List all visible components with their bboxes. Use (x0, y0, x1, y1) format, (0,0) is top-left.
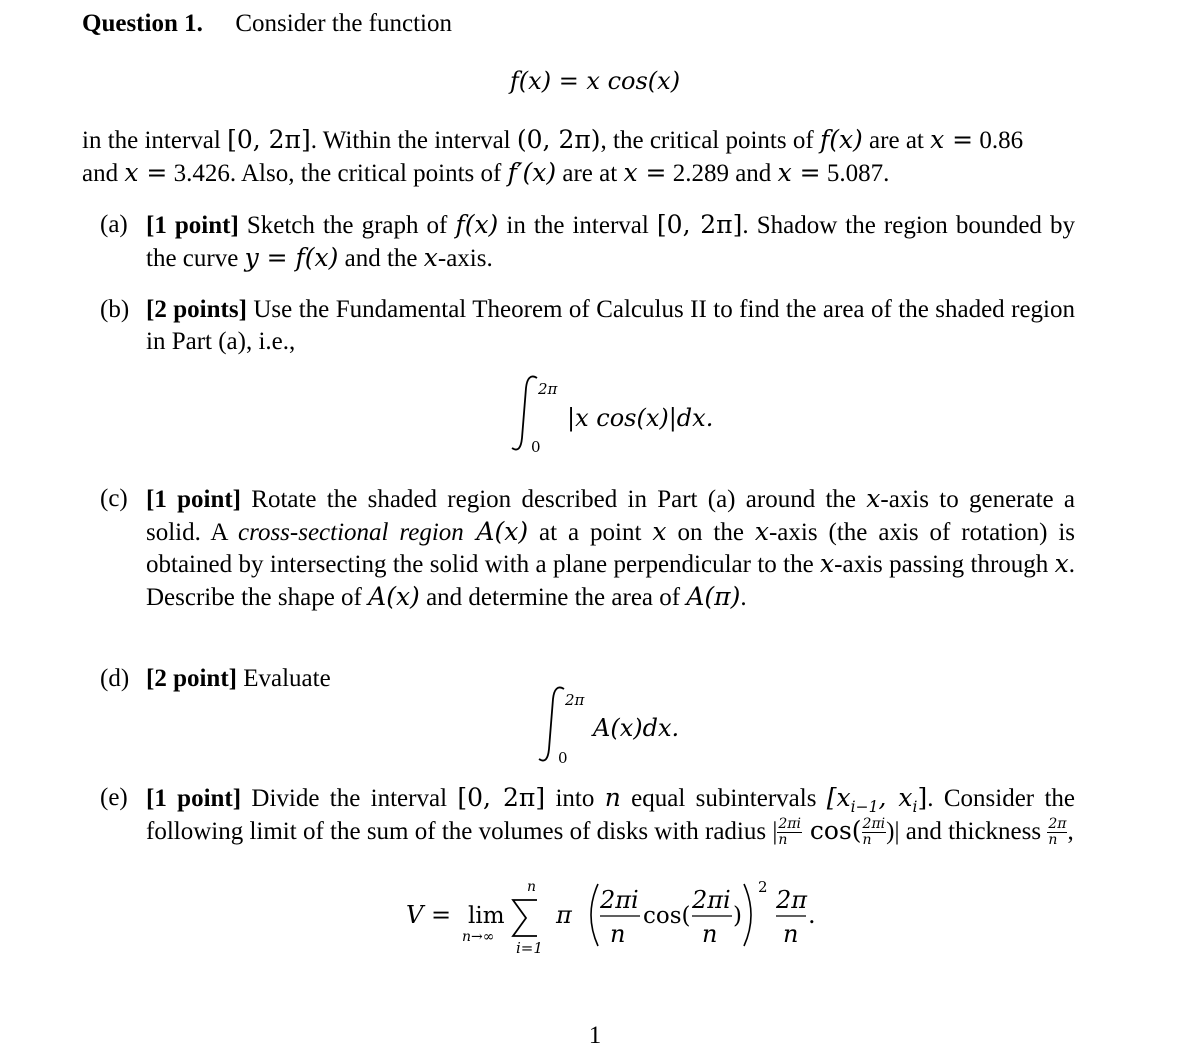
part-e (100, 782, 1075, 848)
limit-subscript: n→∞ (462, 929, 495, 945)
cos-function: cos( (643, 903, 691, 929)
intro-paragraph (82, 124, 1075, 189)
text: . Consider the following limit of the sum of the volumes of disks with radius | (146, 785, 1076, 845)
text: on the (666, 518, 755, 546)
fraction-numerator: 2πi (862, 816, 886, 833)
text: )| and thickness (886, 817, 1048, 845)
text: Rotate the shaded region described in Part (a) around the (241, 486, 867, 513)
critical-value: 0.86 (979, 127, 1024, 154)
part-b (100, 294, 1075, 357)
question-header (82, 8, 1075, 40)
text: in the interval (82, 127, 228, 154)
text: . Within the interval (310, 127, 517, 154)
math-x-eq: x = (623, 157, 667, 187)
math-x: x (1054, 549, 1069, 578)
integral-upper-limit: 2π (538, 380, 558, 398)
math-interval: [0, 2π] (457, 783, 546, 812)
text: and (82, 159, 125, 187)
points-badge: [1 point] (146, 785, 242, 812)
critical-value: 5.087 (826, 159, 884, 187)
fraction-numerator: 2π (776, 886, 808, 914)
text: Use the Fundamental Theorem of Calculus II to find the area of the shaded region in Part (a), i.e., (146, 296, 1075, 355)
text: ] (917, 783, 928, 812)
math-Ax: A(x) (368, 581, 420, 611)
text: . (740, 583, 747, 611)
radius-fraction (862, 817, 887, 848)
left-paren (591, 884, 598, 946)
points-badge: [2 point] (146, 665, 237, 692)
part-label: (a) (100, 211, 128, 238)
text: are at (862, 127, 931, 154)
math-x-eq: x = (124, 157, 168, 187)
part-label: (e) (100, 784, 128, 811)
part-label: (b) (100, 296, 130, 323)
text: Sketch the graph of (238, 212, 456, 239)
math-fx: f(x) (819, 125, 863, 154)
math-x: x (423, 242, 438, 272)
fraction-denominator: n (783, 920, 799, 948)
fraction-denominator: n (610, 920, 626, 948)
text: . (883, 159, 890, 187)
math-x: x (754, 516, 769, 546)
summation-sign (513, 900, 537, 936)
part-a (100, 209, 1075, 274)
fraction-denominator: n (778, 832, 788, 849)
fraction-denominator: n (1048, 832, 1058, 849)
math-interval: [0, 2π] (227, 125, 311, 154)
text: and the (338, 244, 424, 272)
math-x: x (652, 516, 667, 546)
subscript: i (912, 798, 918, 816)
formula-lhs: V = (406, 901, 452, 929)
integral-lower-limit: 0 (531, 438, 541, 456)
points-badge: [2 points] (146, 296, 247, 323)
math-n: n (604, 783, 621, 812)
text: and determine the area of (419, 583, 687, 611)
pi-symbol: π (556, 901, 572, 929)
text: , x (878, 783, 913, 812)
text: in the interval (498, 212, 657, 239)
fraction-numerator: 2πi (778, 816, 801, 833)
volume-formula (400, 870, 840, 965)
math-fx: f(x) (455, 210, 499, 239)
integral-lower-limit: 0 (558, 749, 568, 767)
text: Divide the interval (241, 785, 458, 812)
math-interval: [0, 2π] (656, 210, 743, 239)
math-interval: (0, 2π) (516, 125, 601, 154)
points-badge: [1 point] (146, 486, 241, 513)
math-x: x (866, 484, 881, 513)
page-number: 1 (588, 1022, 602, 1049)
fraction-denominator: n (702, 920, 718, 948)
text: equal subintervals (620, 785, 827, 812)
text: . Also, the critical points of (229, 159, 508, 187)
points-badge: [1 point] (146, 212, 239, 239)
text: . Describe the shape of (146, 551, 1075, 611)
math-x-eq: x = (777, 157, 821, 187)
fraction-numerator: 2πi (692, 886, 731, 914)
thickness-fraction (1047, 817, 1067, 848)
text: into (545, 785, 605, 812)
integral-d (527, 685, 727, 769)
text: -axis. (437, 244, 493, 272)
close-paren: ) (733, 903, 742, 929)
period: . (808, 901, 816, 929)
math-fpx: f′(x) (507, 157, 557, 187)
text: are at (556, 159, 624, 187)
math-Ax: A(x) (463, 516, 529, 546)
radius-fraction (777, 817, 802, 848)
critical-value: 3.426 (173, 159, 230, 187)
math-Api: A(π) (686, 581, 741, 611)
integral-b (500, 374, 740, 458)
text: , (1067, 817, 1074, 845)
text: . Shadow the region bounded by the curve (146, 212, 1075, 272)
part-label: (c) (100, 485, 128, 512)
question-label: Question 1. (82, 10, 203, 37)
critical-value: 2.289 (672, 159, 729, 187)
text: Evaluate (236, 665, 331, 692)
text: -axis to generate a solid. A (146, 486, 1075, 546)
text: -axis (the axis of rotation) is obtained by intersecting the solid with a plane perpendicular to the (146, 518, 1076, 578)
fraction-denominator: n (862, 832, 872, 849)
sum-lower-limit: i=1 (516, 939, 543, 957)
function-definition (0, 66, 1190, 98)
math-x-eq: x = (930, 125, 974, 154)
part-c (100, 483, 1075, 613)
text: , the critical points of (600, 127, 820, 154)
text: -axis passing through (834, 551, 1055, 578)
text: cos( (801, 815, 862, 845)
integral-upper-limit: 2π (565, 691, 585, 709)
right-paren (744, 884, 751, 946)
function-equation: f(x) = x cos(x) (509, 67, 681, 95)
integrand: A(x)dx. (593, 714, 680, 742)
math-subinterval (826, 783, 928, 816)
question-intro: Consider the function (235, 10, 452, 37)
sum-upper-limit: n (527, 879, 537, 895)
fraction-numerator: 2π (1048, 816, 1067, 833)
fraction-numerator: 2πi (600, 886, 639, 914)
emphasis-text: cross-sectional region (238, 518, 464, 546)
text: and (728, 159, 778, 187)
integrand: |x cos(x)|dx. (567, 404, 714, 432)
text: at a point (528, 518, 653, 546)
math-x: x (820, 549, 835, 578)
part-label: (d) (100, 665, 130, 692)
exponent: 2 (758, 878, 768, 896)
text: [x (826, 783, 851, 812)
subscript: i−1 (850, 798, 879, 816)
math-y-fx: y = f(x) (244, 242, 339, 272)
limit-operator: lim (468, 903, 505, 929)
